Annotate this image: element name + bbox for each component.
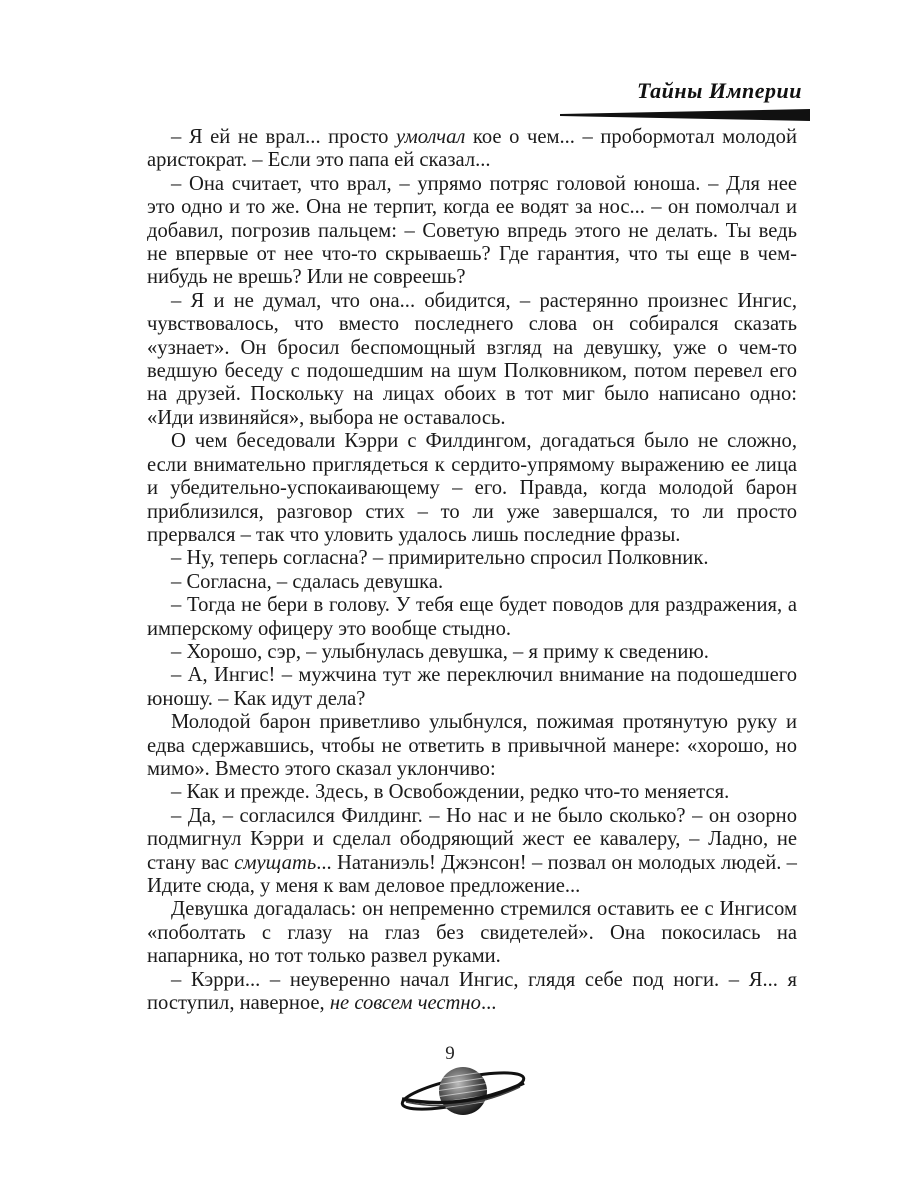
italic-phrase: умолчал [396, 126, 466, 148]
text-run: – Согласна, – сдалась девушка. [171, 570, 444, 593]
paragraph [147, 664, 797, 711]
planet-ornament-icon [398, 1061, 528, 1121]
paragraph [147, 711, 797, 781]
text-run: – Да, – согласился Филдинг. – Но нас и не было сколько? – он озорно подмигнул Кэрри и сделал ободряющий жест ее кавалеру, – Ладно, не стану вас [147, 804, 797, 874]
text-run: – Тогда не бери в голову. У тебя еще будет поводов для раздражения, а имперскому офицеру это вообще стыдно. [147, 594, 797, 640]
text-run: кое о чем... – пробормотал молодой аристократ. – Если это папа ей сказал... [147, 126, 797, 172]
text-run: Молодой барон приветливо улыбнулся, пожимая протянутую руку и едва сдержавшись, чтобы не ответить в привычной манере: «хорошо, но мимо». Вместо этого сказал уклончиво: [147, 711, 797, 780]
paragraph [147, 641, 797, 664]
text-run: – Кэрри... – неуверенно начал Ингис, глядя себе под ноги. – Я... я поступил, наверное, [147, 968, 797, 1015]
text-run: – Она считает, что врал, – упрямо потряс головой юноша. – Для нее это одно и то же. Она не терпит, когда ее водят за нос... – он помолчал и добавил, погрозив пальцем: – Советую впредь этого не делать. Ты ведь не впервые от нее что-то скрываешь? Где гарантия, что ты еще в чем-нибудь не врешь? Или не совреешь? [147, 172, 797, 289]
paragraph [147, 430, 797, 547]
italic-phrase: не совсем честно [329, 992, 481, 1015]
text-run: ... [480, 992, 497, 1015]
page-number: 9 [445, 1043, 455, 1064]
body-text [147, 126, 797, 1015]
paragraph [147, 969, 797, 1016]
text-run: – А, Ингис! – мужчина тут же переключил внимание на подошедшего юношу. – Как идут дела? [147, 664, 797, 710]
paragraph [147, 571, 797, 594]
header-rule [560, 108, 810, 122]
text-run: – Я ей не врал... просто [171, 126, 396, 148]
paragraph [147, 805, 797, 899]
text-run: – Хорошо, сэр, – улыбнулась девушка, – я приму к сведению. [171, 640, 709, 663]
paragraph [147, 898, 797, 968]
italic-phrase: смущать [234, 851, 317, 874]
text-run: О чем беседовали Кэрри с Филдингом, догадаться было не сложно, если внимательно приглядеться к сердито-упрямому выражению ее лица и убедительно-успокаивающему – его. Правда, когда молодой барон приблизился, разговор стих – то ли уже завершался, то ли просто прервался – так что уловить удалось лишь последние фразы. [147, 430, 797, 546]
paragraph [147, 173, 797, 290]
text-run: – Я и не думал, что она... обидится, – растерянно произнес Ингис, чувствовалось, что вместо последнего слова он собирался сказать «узнает». Он бросил беспомощный взгляд на девушку, уже о чем-то ведшую беседу с подошедшим на шум Полковником, потом перевел его на друзей. Поскольку на лицах обоих в тот миг было написано одно: «Иди извиняйся», выбора не оставалось. [147, 289, 797, 429]
paragraph [147, 547, 797, 570]
text-run: – Как и прежде. Здесь, в Освобождении, редко что-то меняется. [171, 781, 730, 804]
text-run: Девушка догадалась: он непременно стремился оставить ее с Ингисом «поболтать с глазу на глаз без свидетелей». Она покосилась на напарника, но тот только развел руками. [147, 898, 797, 968]
running-header-title: Тайны Империи [636, 78, 802, 103]
paragraph [147, 594, 797, 641]
text-run: – Ну, теперь согласна? – примирительно спросил Полковник. [171, 547, 709, 570]
text-run: ... Натаниэль! Джэнсон! – позвал он молодых людей. – Идите сюда, у меня к вам деловое предложение... [147, 851, 797, 897]
paragraph [147, 126, 797, 173]
paragraph [147, 290, 797, 430]
paragraph [147, 781, 797, 804]
